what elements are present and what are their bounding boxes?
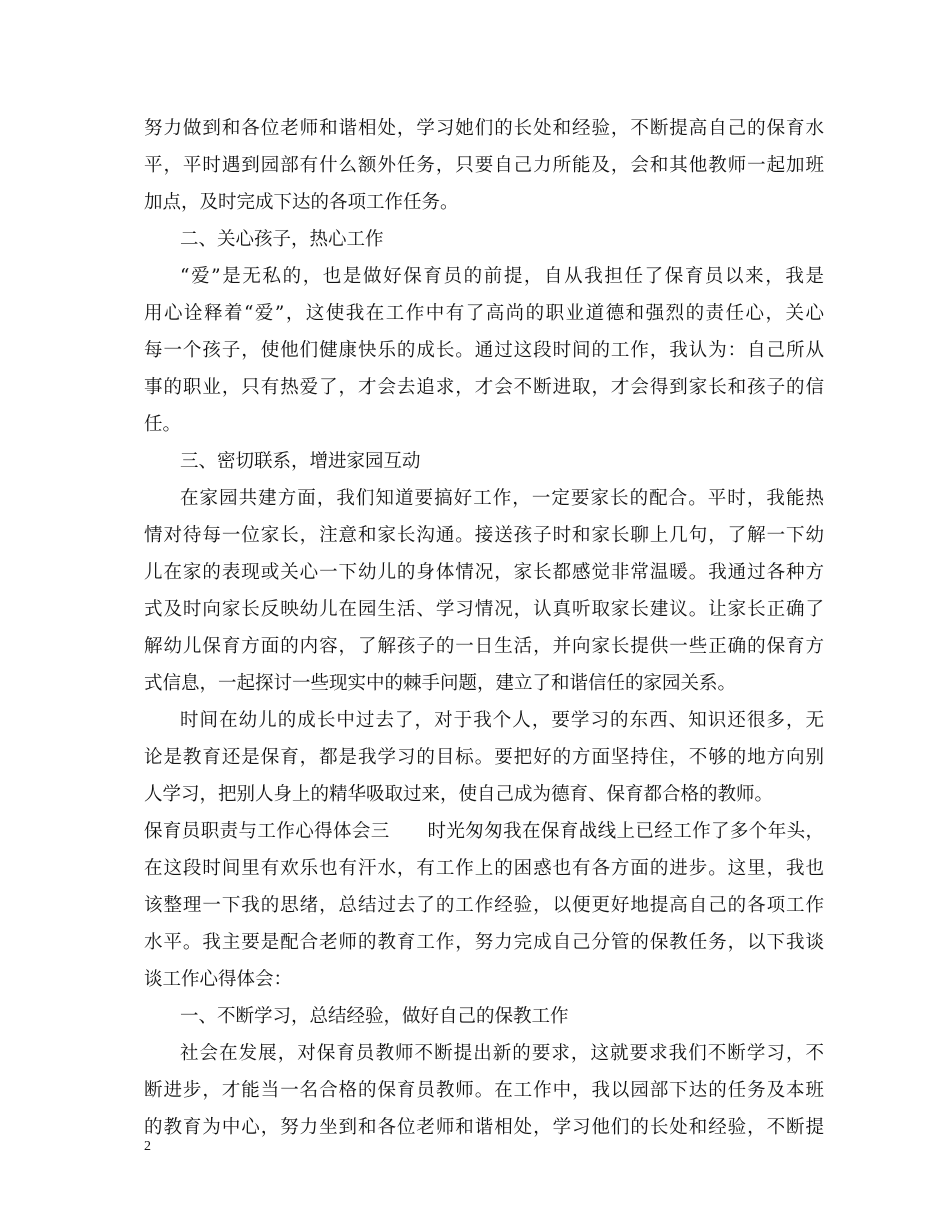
- text-line: 水平。我主要是配合老师的教育工作，努力完成自己分管的保教任务，以下我谈: [144, 932, 824, 953]
- text-line: 谈工作心得体会：: [144, 969, 293, 990]
- text-line: 论是教育还是保育，都是我学习的目标。要把好的方面坚持住，不够的地方向别: [144, 747, 824, 768]
- text-line: 的教育为中心，努力坐到和各位老师和谐相处，学习他们的长处和经验，不断提: [144, 1117, 824, 1138]
- section-heading: 三、密切联系，增进家园互动: [180, 451, 421, 472]
- text-line: 平，平时遇到园部有什么额外任务，只要自己力所能及，会和其他教师一起加班: [144, 155, 824, 176]
- text-line: 努力做到和各位老师和谐相处，学习她们的长处和经验，不断提高自己的保育水: [144, 118, 824, 139]
- page-number: 2: [144, 1139, 151, 1154]
- text-line: 任。: [144, 414, 182, 435]
- section-heading: 一、不断学习，总结经验，做好自己的保教工作: [180, 1006, 569, 1027]
- section-heading: 二、关心孩子，热心工作: [180, 229, 384, 250]
- text-line: 时间在幼儿的成长中过去了，对于我个人，要学习的东西、知识还很多，无: [180, 710, 824, 731]
- text-line: 在家园共建方面，我们知道要搞好工作，一定要家长的配合。平时，我能热: [180, 488, 824, 509]
- text-line: 解幼儿保育方面的内容，了解孩子的一日生活，并向家长提供一些正确的保育方: [144, 636, 824, 657]
- text-line: 断进步，才能当一名合格的保育员教师。在工作中，我以园部下达的任务及本班: [144, 1080, 824, 1101]
- text-line: 事的职业，只有热爱了，才会去追求，才会不断进取，才会得到家长和孩子的信: [144, 377, 824, 398]
- text-line: 式及时向家长反映幼儿在园生活、学习情况，认真听取家长建议。让家长正确了: [144, 599, 824, 620]
- text-line: 在这段时间里有欢乐也有汗水，有工作上的困惑也有各方面的进步。这里，我也: [144, 858, 824, 879]
- article-title-line: 保育员职责与工作心得体会三 时光匆匆我在保育战线上已经工作了多个年头，: [144, 821, 824, 842]
- text-line: 加点，及时完成下达的各项工作任务。: [144, 192, 459, 213]
- text-line: 用心诠释着“爱”，这使我在工作中有了高尚的职业道德和强烈的责任心，关心: [144, 303, 824, 324]
- text-line: 社会在发展，对保育员教师不断提出新的要求，这就要求我们不断学习，不: [180, 1043, 824, 1064]
- text-line: 该整理一下我的思绪，总结过去了的工作经验，以便更好地提高自己的各项工作: [144, 895, 824, 916]
- text-line: 式信息，一起探讨一些现实中的棘手问题，建立了和谐信任的家园关系。: [144, 673, 737, 694]
- text-line: 情对待每一位家长，注意和家长沟通。接送孩子时和家长聊上几句，了解一下幼: [144, 525, 824, 546]
- text-line: 人学习，把别人身上的精华吸取过来，使自己成为德育、保育都合格的教师。: [144, 784, 774, 805]
- text-line: 每一个孩子，使他们健康快乐的成长。通过这段时间的工作，我认为：自己所从: [144, 340, 824, 361]
- text-line: 儿在家的表现或关心一下幼儿的身体情况，家长都感觉非常温暖。我通过各种方: [144, 562, 824, 583]
- text-line: “爱”是无私的，也是做好保育员的前提，自从我担任了保育员以来，我是: [180, 266, 824, 287]
